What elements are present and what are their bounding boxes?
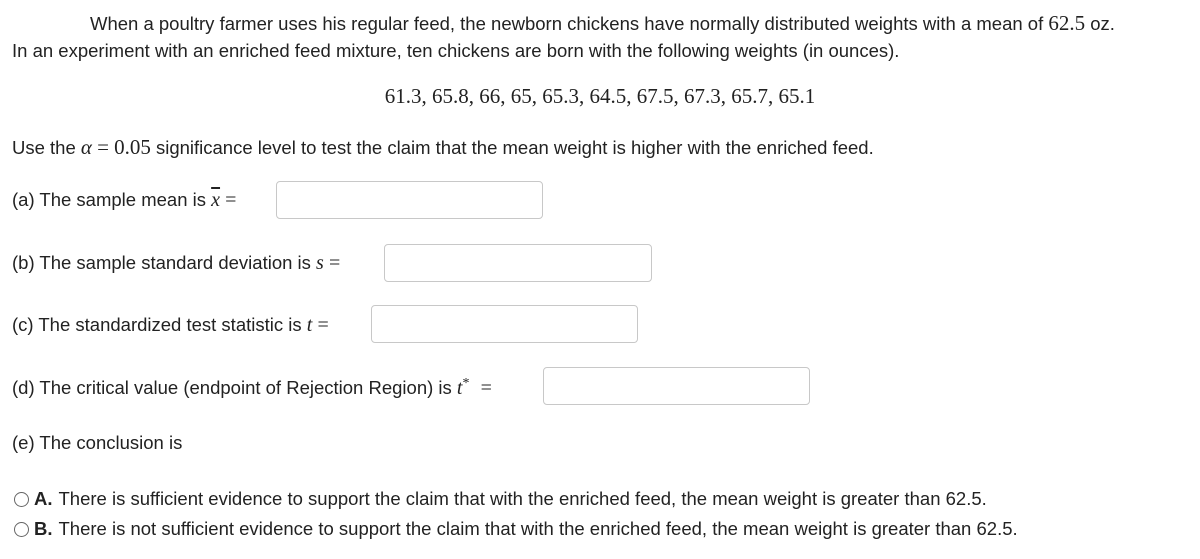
option-b-text: There is not sufficient evidence to support the claim that with the enriched feed, the mean weight is greater than 62.5.	[58, 518, 1018, 539]
conclusion-option-b[interactable]	[14, 518, 1018, 540]
intro-text: When a poultry farmer uses his regular feed, the newborn chickens have normally distributed weights with a mean of	[90, 13, 1044, 34]
significance-statement	[12, 135, 874, 160]
critical-value-input[interactable]	[543, 367, 810, 405]
sample-sd-input[interactable]	[384, 244, 652, 282]
option-b-letter: B.	[34, 518, 53, 539]
conclusion-option-a[interactable]	[14, 488, 987, 510]
alpha-value: 0.05	[114, 135, 151, 159]
sample-data: 61.3, 65.8, 66, 65, 65.3, 64.5, 67.5, 67.3, 65.7, 65.1	[384, 84, 816, 108]
equals-sign: =	[328, 252, 341, 274]
question-d-text: (d) The critical value (endpoint of Rejection Region) is	[12, 377, 452, 399]
alpha-equals: =	[97, 135, 109, 159]
question-a-label	[12, 189, 236, 212]
test-statistic-input[interactable]	[371, 305, 638, 343]
sample-mean-input[interactable]	[276, 181, 543, 219]
radio-b[interactable]	[14, 522, 29, 537]
s-symbol: s	[316, 252, 324, 274]
question-a-text: (a) The sample mean is	[12, 189, 206, 210]
t-star-symbol: t	[456, 377, 463, 400]
question-c-label	[12, 314, 329, 337]
problem-intro-line1	[90, 11, 1115, 36]
option-a-text: There is sufficient evidence to support the claim that with the enriched feed, the mean weight is greater than 62.5.	[58, 488, 987, 509]
equals-sign: =	[480, 377, 492, 400]
question-d-label	[12, 376, 492, 400]
sig-text-b: significance level to test the claim that the mean weight is higher with the enriched feed.	[155, 137, 874, 158]
population-mean: 62.5	[1048, 11, 1086, 35]
equals-sign: =	[225, 189, 237, 211]
radio-a[interactable]	[14, 492, 29, 507]
equals-sign: =	[317, 314, 329, 336]
question-b-label	[12, 252, 340, 275]
question-b-text: (b) The sample standard deviation is	[12, 252, 311, 273]
intro-unit: oz.	[1090, 13, 1115, 34]
t-symbol: t	[306, 314, 313, 336]
sig-text-a: Use the	[12, 137, 76, 158]
problem-intro-line2: In an experiment with an enriched feed mixture, ten chickens are born with the following weights (in ounces).	[12, 40, 900, 61]
xbar-symbol: $\overline{x}$	[211, 189, 221, 211]
star-superscript: *	[462, 376, 470, 391]
question-c-text: (c) The standardized test statistic is	[12, 314, 302, 335]
alpha-symbol: α	[80, 135, 92, 159]
question-e-label: (e) The conclusion is	[12, 432, 183, 453]
option-a-letter: A.	[34, 488, 53, 509]
